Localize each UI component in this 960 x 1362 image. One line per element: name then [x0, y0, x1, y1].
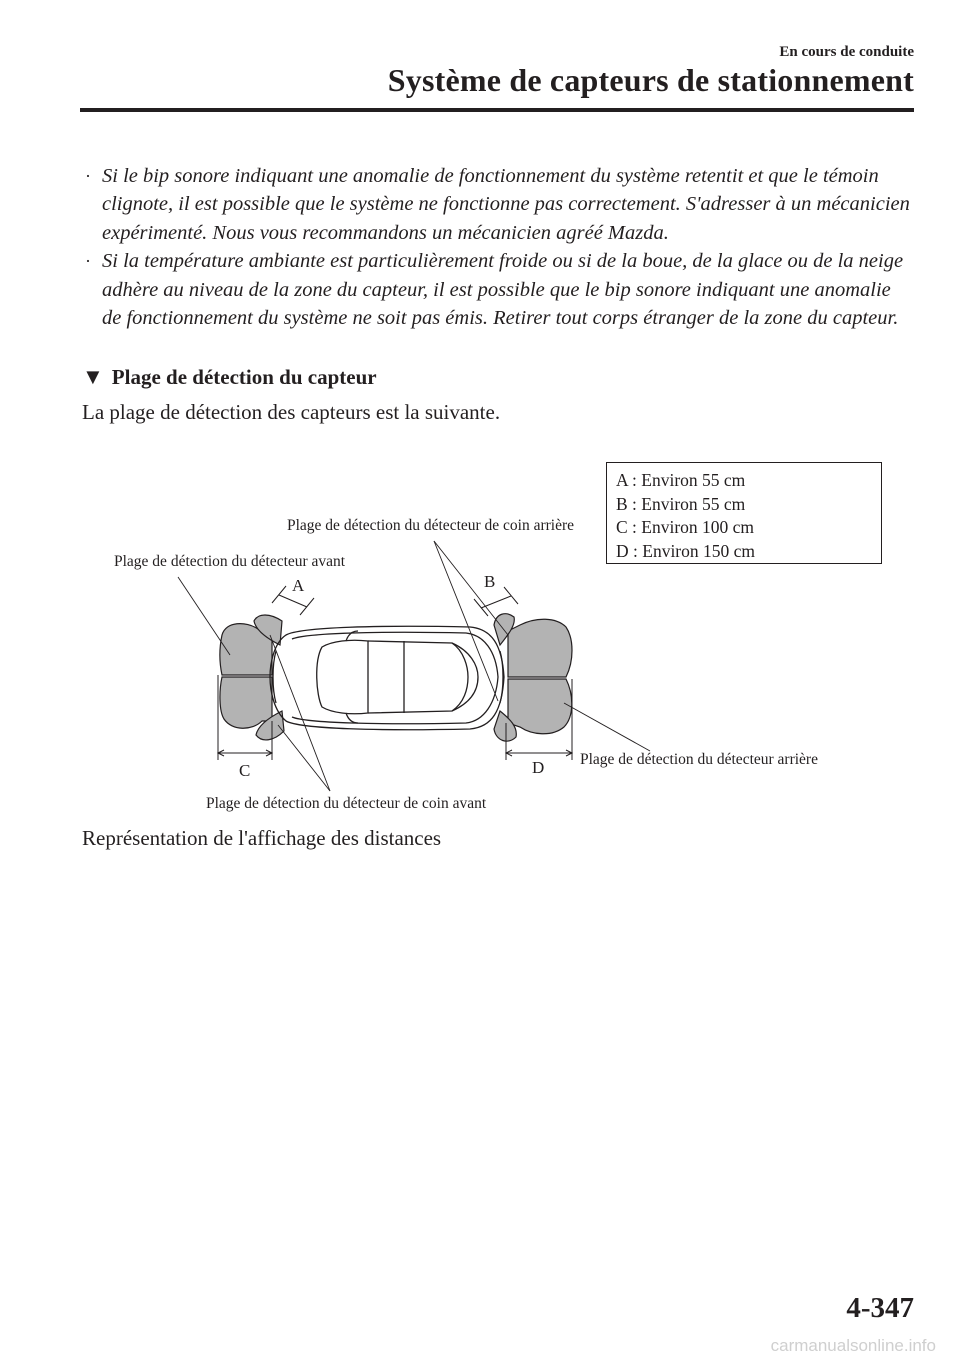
distance-display-caption: Représentation de l'affichage des distances — [82, 826, 442, 850]
letter-b: B — [484, 572, 496, 591]
legend-item: C : Environ 100 cm — [616, 517, 755, 537]
car-top-view — [270, 626, 504, 729]
letter-d: D — [532, 758, 545, 777]
bullet-text: Si la température ambiante est particulièrement froide ou si de la boue, de la glace ou de la neige adhère au niveau de la zone du capteur, il est possible que le bip sonore indiquant une anomalie de fonctionnement du système ne soit pas émis. Retirer tout corps étranger de la zone du capteur. — [102, 250, 904, 330]
rear-zone-lower — [508, 679, 572, 734]
header-section-title: En cours de conduite — [779, 44, 914, 60]
bullet-list — [82, 162, 912, 332]
bullet-dot-icon: · — [85, 251, 91, 272]
label-front-corner: Plage de détection du détecteur de coin avant — [206, 795, 487, 812]
letter-c: C — [239, 761, 251, 780]
legend-item: B : Environ 55 cm — [616, 493, 746, 514]
front-zone-lower — [220, 677, 272, 728]
label-rear: Plage de détection du détecteur arrière — [580, 751, 818, 768]
header-rule — [80, 108, 914, 112]
legend-box — [606, 462, 882, 564]
rear-zone-upper — [508, 619, 572, 677]
watermark: carmanualsonline.info — [770, 1336, 936, 1355]
section-heading-text: Plage de détection du capteur — [111, 365, 377, 389]
page-number: 4-347 — [846, 1292, 914, 1324]
page-title: Système de capteurs de stationnement — [387, 62, 914, 98]
bullet-text: Si le bip sonore indiquant une anomalie de fonctionnement du système retentit et que le témoin clignote, il est possible que le système ne fonctionne pas correctement. S'adresser à un mécanicien expérimenté. Nous vous recommandons un mécanicien agréé Mazda. — [102, 165, 910, 244]
bullet-dot-icon: · — [85, 166, 91, 186]
bullet-item — [82, 162, 912, 247]
legend-item: A : Environ 55 cm — [616, 470, 746, 490]
bullet-item — [82, 247, 912, 332]
intro-text: La plage de détection des capteurs est la suivante. — [82, 400, 501, 424]
label-front: Plage de détection du détecteur avant — [114, 553, 346, 570]
triangle-down-icon: ▼ — [82, 364, 104, 389]
label-rear-corner: Plage de détection du détecteur de coin arrière — [287, 517, 575, 534]
letter-a: A — [292, 576, 305, 595]
section-heading — [82, 364, 377, 390]
legend-item: D : Environ 150 cm — [616, 540, 756, 561]
